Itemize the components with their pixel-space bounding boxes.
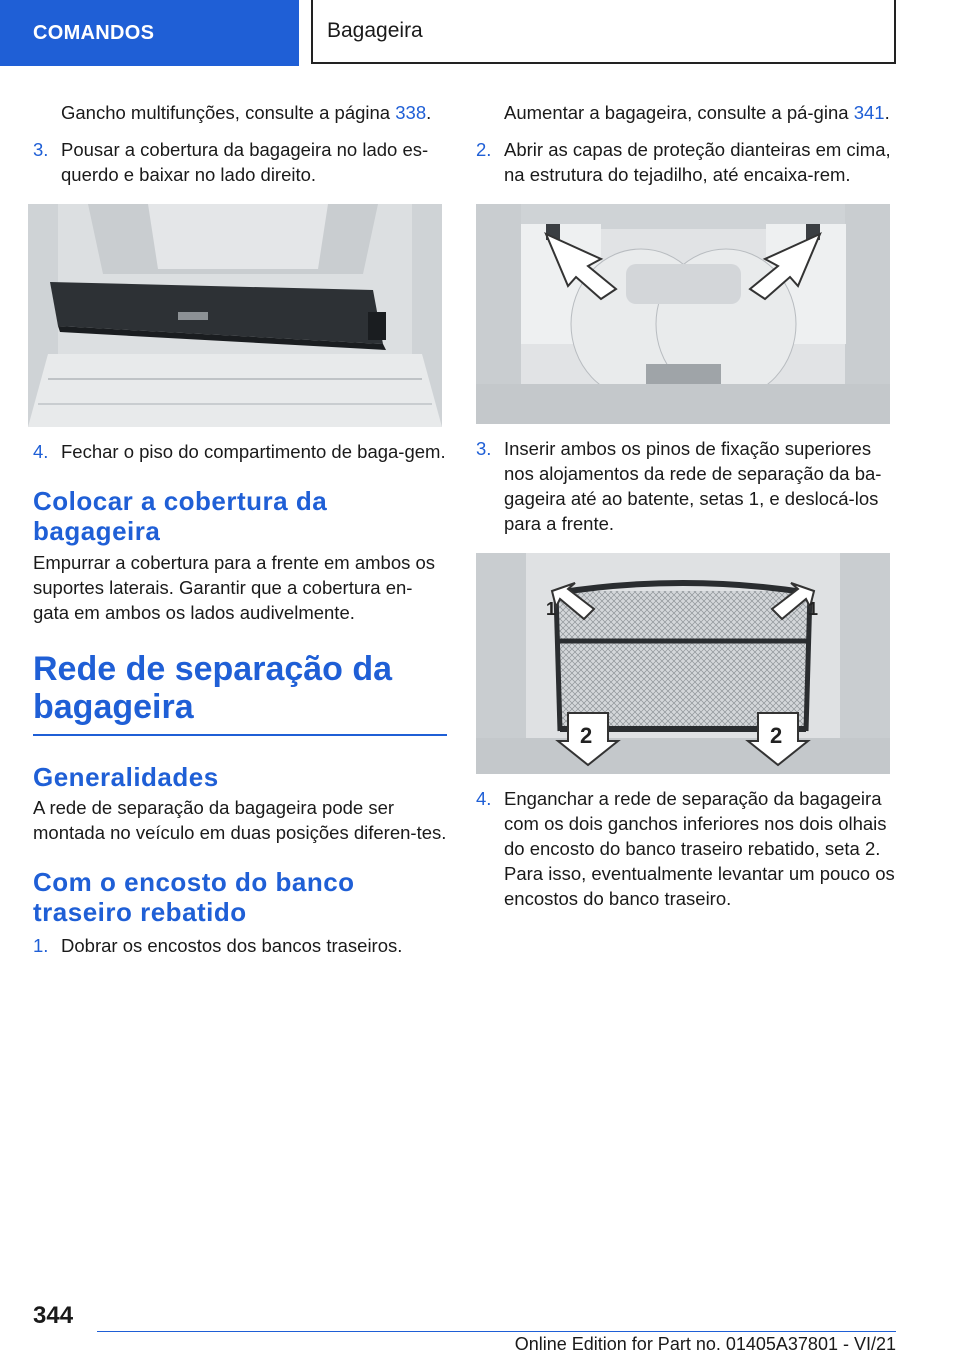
step-number: 4. bbox=[476, 788, 492, 809]
step-text: Dobrar os encostos dos bancos traseiros. bbox=[61, 935, 403, 956]
continued-text: Aumentar a bagageira, consulte a pá-gina 341. bbox=[504, 102, 890, 123]
continued-text: Gancho multifunções, consulte a página 338. bbox=[61, 102, 432, 123]
heading-general: Generalidades bbox=[33, 762, 219, 792]
step-4 bbox=[33, 439, 447, 464]
step-text: Inserir ambos os pinos de fixação superiores nos alojamentos da rede de separação da ba-gageira até ao batente, setas 1, e deslocá-los para a frente. bbox=[504, 438, 882, 534]
step-number: 3. bbox=[476, 438, 492, 459]
footer-rule bbox=[97, 1331, 896, 1332]
step-4 bbox=[476, 786, 896, 911]
step-text: Pousar a cobertura da bagageira no lado es-querdo e baixar no lado direito. bbox=[61, 139, 429, 185]
step-1 bbox=[33, 933, 447, 958]
left-column bbox=[33, 100, 447, 958]
step-2 bbox=[476, 137, 896, 187]
separation-net-photo bbox=[476, 553, 890, 774]
roof-caps-photo bbox=[476, 204, 890, 424]
step-number: 4. bbox=[33, 441, 49, 462]
section-tab: COMANDOS bbox=[0, 0, 299, 66]
svg-text:2: 2 bbox=[770, 723, 783, 748]
luggage-cover-photo bbox=[28, 204, 442, 427]
step-3 bbox=[476, 436, 896, 536]
svg-text:2: 2 bbox=[580, 723, 593, 748]
svg-text:1: 1 bbox=[808, 599, 819, 619]
page-link-341[interactable]: 341 bbox=[853, 102, 885, 123]
step-text: Enganchar a rede de separação da bagageira com os dois ganchos inferiores nos dois olhais do encosto do banco traseiro rebatido, seta 2. Para isso, eventualmente levantar um pouco os encostos do banco traseiro. bbox=[504, 788, 895, 909]
step-text: Fechar o piso do compartimento de baga-gem. bbox=[61, 441, 446, 462]
right-column bbox=[476, 100, 896, 911]
general-paragraph: A rede de separação da bagageira pode ser montada no veículo em duas posições diferen-tes. bbox=[33, 797, 447, 843]
heading-separation-net: Rede de separação da bagageira bbox=[33, 650, 393, 726]
step-number: 3. bbox=[33, 139, 49, 160]
step-number: 1. bbox=[33, 935, 49, 956]
heading-backrest-folded: Com o encosto do banco traseiro rebatido bbox=[33, 867, 355, 927]
page-number: 344 bbox=[33, 1302, 74, 1329]
heading-rule bbox=[33, 734, 447, 736]
footer-edition: Online Edition for Part no. 01405A37801 - VI/21 bbox=[514, 1334, 896, 1354]
svg-text:1: 1 bbox=[546, 599, 557, 619]
step-3 bbox=[33, 137, 447, 187]
step-number: 2. bbox=[476, 139, 492, 160]
chapter-title: Bagageira bbox=[311, 0, 896, 64]
page-link-338[interactable]: 338 bbox=[395, 102, 427, 123]
cover-paragraph: Empurrar a cobertura para a frente em ambos os suportes laterais. Garantir que a cobertura en-gata em ambos os lados audivelmente. bbox=[33, 552, 436, 623]
heading-luggage-cover: Colocar a cobertura da bagageira bbox=[33, 486, 328, 546]
step-text: Abrir as capas de proteção dianteiras em cima, na estrutura do tejadilho, até encaixa-rem. bbox=[504, 139, 891, 185]
